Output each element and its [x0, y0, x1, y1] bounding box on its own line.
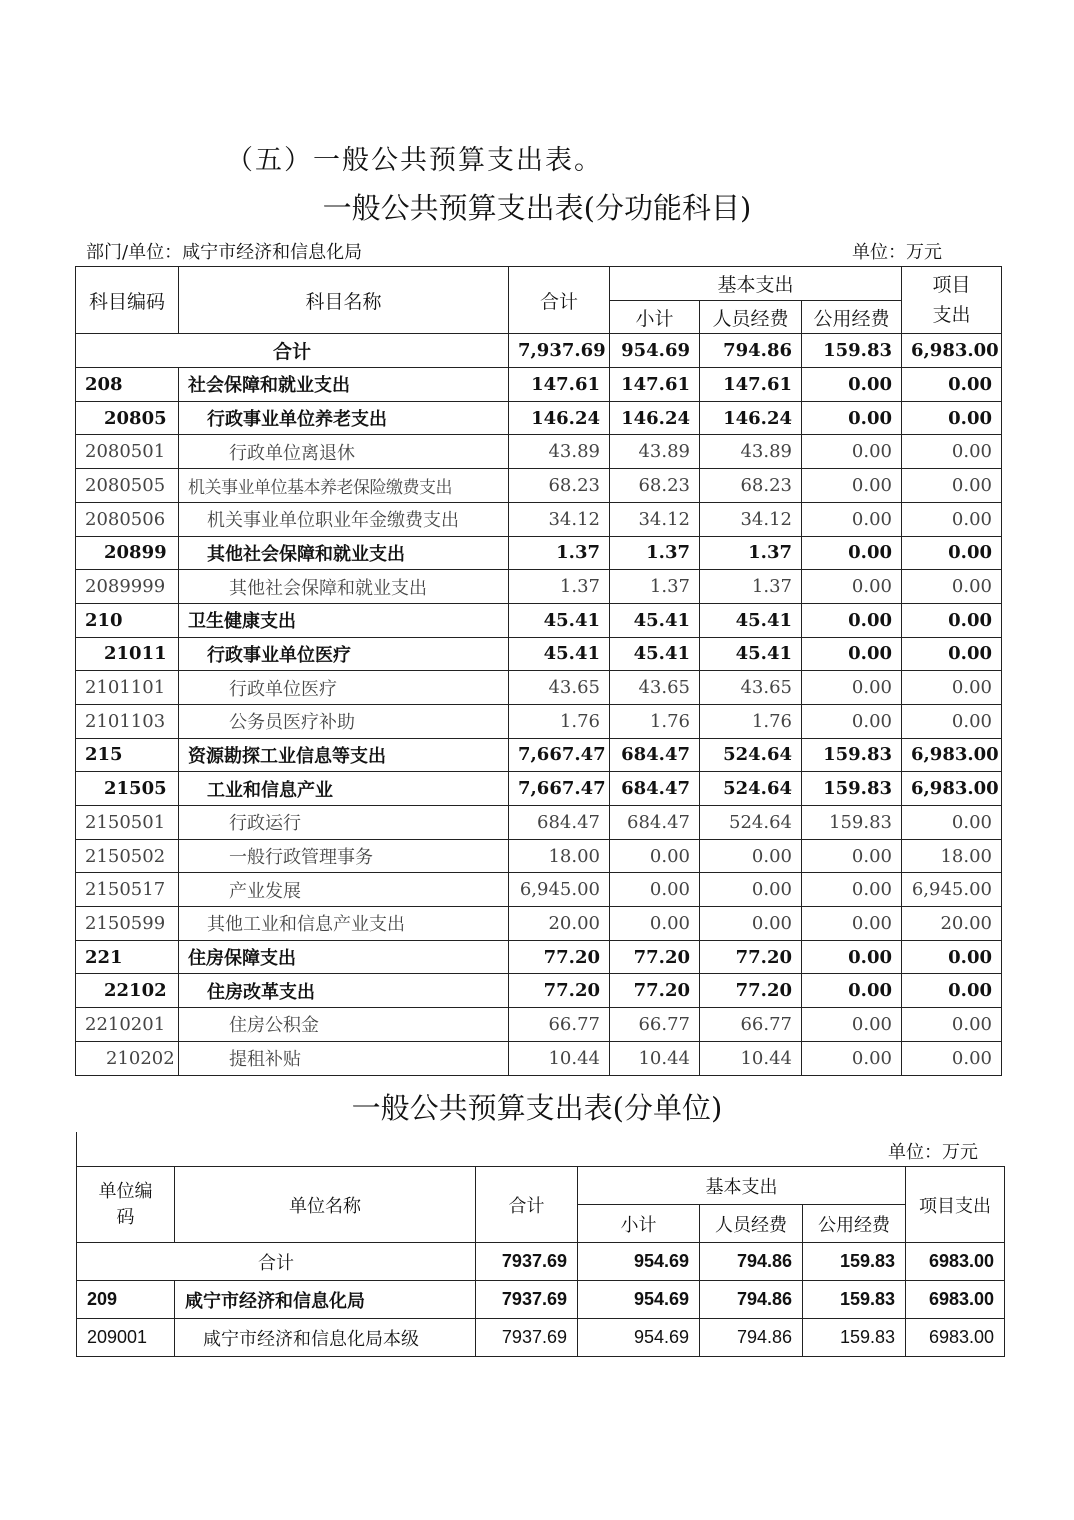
row-name: 住房改革支出	[179, 974, 509, 1008]
row-subtotal: 684.47	[610, 806, 700, 840]
row-personnel: 524.64	[700, 772, 802, 806]
section-heading: （五）一般公共预算支出表。	[226, 145, 603, 176]
row-total: 18.00	[509, 839, 610, 873]
t2-total-project: 6983.00	[906, 1243, 1005, 1281]
unit-name: 咸宁市经济和信息化局本级	[175, 1319, 476, 1357]
table-row	[76, 570, 1002, 604]
row-public: 0.00	[802, 704, 902, 738]
row-code: 208	[76, 368, 179, 402]
unit-label: 单位：万元	[852, 242, 942, 263]
row-public: 0.00	[802, 671, 902, 705]
header-personnel: 人员经费	[700, 300, 802, 334]
unit-project: 6983.00	[906, 1319, 1005, 1357]
row-code: 21011	[76, 637, 179, 671]
header-subtotal: 小计	[610, 300, 700, 334]
row-total: 45.41	[509, 637, 610, 671]
row-public: 0.00	[802, 603, 902, 637]
row-total: 1.37	[509, 570, 610, 604]
row-code: 2210201	[76, 1008, 179, 1042]
row-personnel: 34.12	[700, 502, 802, 536]
row-total: 45.41	[509, 603, 610, 637]
row-name: 住房公积金	[179, 1008, 509, 1042]
row-total: 68.23	[509, 469, 610, 503]
row-personnel: 1.37	[700, 536, 802, 570]
row-personnel: 1.76	[700, 704, 802, 738]
t2-header-code: 单位编 码	[77, 1167, 175, 1243]
row-project: 0.00	[902, 940, 1002, 974]
row-name: 一般行政管理事务	[179, 839, 509, 873]
row-code: 2089999	[76, 570, 179, 604]
table2-unit-label: 单位：万元	[888, 1142, 978, 1163]
t2-header-total: 合计	[476, 1167, 578, 1243]
unit-total: 7937.69	[476, 1281, 578, 1319]
table-row	[76, 907, 1002, 941]
t2-total-subtotal: 954.69	[578, 1243, 700, 1281]
row-name: 行政单位医疗	[179, 671, 509, 705]
table-row	[76, 637, 1002, 671]
table-row	[76, 603, 1002, 637]
t2-header-name: 单位名称	[175, 1167, 476, 1243]
row-name: 机关事业单位基本养老保险缴费支出	[179, 469, 509, 503]
table-row	[76, 469, 1002, 503]
row-total: 146.24	[509, 401, 610, 435]
row-code: 2150517	[76, 873, 179, 907]
row-total: 7,667.47	[509, 738, 610, 772]
t2-header-basic: 基本支出	[578, 1167, 906, 1205]
row-project: 0.00	[902, 570, 1002, 604]
unit-public: 159.83	[803, 1319, 906, 1357]
department-label: 部门/单位：咸宁市经济和信息化局	[86, 242, 363, 263]
header-basic: 基本支出	[610, 267, 902, 301]
row-personnel: 77.20	[700, 940, 802, 974]
row-total: 34.12	[509, 502, 610, 536]
row-subtotal: 77.20	[610, 940, 700, 974]
row-project: 0.00	[902, 806, 1002, 840]
row-total: 43.89	[509, 435, 610, 469]
row-subtotal: 146.24	[610, 401, 700, 435]
table-row	[76, 536, 1002, 570]
t2-total-personnel: 794.86	[700, 1243, 803, 1281]
total-project: 6,983.00	[902, 334, 1002, 368]
unit-expenditure-table	[76, 1166, 1005, 1357]
table-row	[77, 1319, 1005, 1357]
table-row	[76, 974, 1002, 1008]
row-code: 210202	[76, 1041, 179, 1075]
row-public: 159.83	[802, 738, 902, 772]
table-row	[76, 704, 1002, 738]
row-public: 0.00	[802, 435, 902, 469]
row-public: 0.00	[802, 368, 902, 402]
t2-header-project: 项目支出	[906, 1167, 1005, 1243]
table-row	[76, 401, 1002, 435]
unit-subtotal: 954.69	[578, 1281, 700, 1319]
t2-total-total: 7937.69	[476, 1243, 578, 1281]
row-personnel: 0.00	[700, 873, 802, 907]
row-project: 0.00	[902, 469, 1002, 503]
row-public: 159.83	[802, 772, 902, 806]
row-name: 工业和信息产业	[179, 772, 509, 806]
row-code: 20805	[76, 401, 179, 435]
table2-title: 一般公共预算支出表(分单位)	[351, 1091, 723, 1125]
unit-personnel: 794.86	[700, 1281, 803, 1319]
row-subtotal: 684.47	[610, 738, 700, 772]
unit-total: 7937.69	[476, 1319, 578, 1357]
table1-title: 一般公共预算支出表(分功能科目)	[322, 191, 752, 225]
table-row	[76, 873, 1002, 907]
row-code: 20899	[76, 536, 179, 570]
row-code: 221	[76, 940, 179, 974]
unit-public: 159.83	[803, 1281, 906, 1319]
unit-code: 209	[77, 1281, 175, 1319]
table-row	[76, 435, 1002, 469]
table-row	[76, 772, 1002, 806]
row-name: 卫生健康支出	[179, 603, 509, 637]
table2-frame	[76, 1132, 1005, 1166]
row-project: 0.00	[902, 1008, 1002, 1042]
row-name: 其他社会保障和就业支出	[179, 570, 509, 604]
row-personnel: 45.41	[700, 637, 802, 671]
function-expenditure-table	[75, 266, 1002, 1076]
row-personnel: 0.00	[700, 907, 802, 941]
total-personnel: 794.86	[700, 334, 802, 368]
header-public: 公用经费	[802, 300, 902, 334]
row-project: 6,945.00	[902, 873, 1002, 907]
row-subtotal: 1.76	[610, 704, 700, 738]
table-row	[76, 1008, 1002, 1042]
header-total: 合计	[509, 267, 610, 334]
row-personnel: 1.37	[700, 570, 802, 604]
row-project: 0.00	[902, 671, 1002, 705]
row-public: 0.00	[802, 637, 902, 671]
total-row	[76, 334, 1002, 368]
row-public: 0.00	[802, 1008, 902, 1042]
t2-header-public: 公用经费	[803, 1205, 906, 1243]
row-public: 0.00	[802, 469, 902, 503]
row-public: 0.00	[802, 839, 902, 873]
total-total: 7,937.69	[509, 334, 610, 368]
row-subtotal: 0.00	[610, 839, 700, 873]
row-code: 215	[76, 738, 179, 772]
row-project: 0.00	[902, 401, 1002, 435]
t2-total-label: 合计	[77, 1243, 476, 1281]
row-project: 20.00	[902, 907, 1002, 941]
row-name: 其他工业和信息产业支出	[179, 907, 509, 941]
row-code: 2101103	[76, 704, 179, 738]
row-subtotal: 1.37	[610, 536, 700, 570]
header-project: 项目 支出	[902, 267, 1002, 334]
row-name: 公务员医疗补助	[179, 704, 509, 738]
row-total: 6,945.00	[509, 873, 610, 907]
row-total: 20.00	[509, 907, 610, 941]
row-subtotal: 45.41	[610, 637, 700, 671]
row-total: 66.77	[509, 1008, 610, 1042]
row-name: 行政事业单位医疗	[179, 637, 509, 671]
unit-name: 咸宁市经济和信息化局	[175, 1281, 476, 1319]
row-public: 0.00	[802, 536, 902, 570]
row-project: 6,983.00	[902, 738, 1002, 772]
header-code: 科目编码	[76, 267, 179, 334]
table-row	[77, 1281, 1005, 1319]
row-project: 0.00	[902, 603, 1002, 637]
row-subtotal: 66.77	[610, 1008, 700, 1042]
row-code: 2080506	[76, 502, 179, 536]
row-total: 7,667.47	[509, 772, 610, 806]
unit-personnel: 794.86	[700, 1319, 803, 1357]
unit-subtotal: 954.69	[578, 1319, 700, 1357]
row-code: 2150502	[76, 839, 179, 873]
row-public: 0.00	[802, 907, 902, 941]
row-personnel: 524.64	[700, 806, 802, 840]
row-total: 43.65	[509, 671, 610, 705]
row-project: 0.00	[902, 704, 1002, 738]
header-name: 科目名称	[179, 267, 509, 334]
row-project: 18.00	[902, 839, 1002, 873]
table-row	[76, 839, 1002, 873]
row-name: 提租补贴	[179, 1041, 509, 1075]
row-project: 0.00	[902, 974, 1002, 1008]
table-row	[76, 671, 1002, 705]
row-code: 2150501	[76, 806, 179, 840]
row-public: 0.00	[802, 401, 902, 435]
row-subtotal: 1.37	[610, 570, 700, 604]
row-project: 0.00	[902, 536, 1002, 570]
row-total: 147.61	[509, 368, 610, 402]
row-project: 6,983.00	[902, 772, 1002, 806]
row-code: 210	[76, 603, 179, 637]
row-name: 行政运行	[179, 806, 509, 840]
t2-total-public: 159.83	[803, 1243, 906, 1281]
row-code: 2101101	[76, 671, 179, 705]
unit-code: 209001	[77, 1319, 175, 1357]
row-subtotal: 0.00	[610, 873, 700, 907]
row-subtotal: 68.23	[610, 469, 700, 503]
row-subtotal: 43.65	[610, 671, 700, 705]
row-public: 0.00	[802, 502, 902, 536]
row-project: 0.00	[902, 502, 1002, 536]
table-row	[76, 502, 1002, 536]
row-subtotal: 34.12	[610, 502, 700, 536]
unit-project: 6983.00	[906, 1281, 1005, 1319]
row-public: 0.00	[802, 974, 902, 1008]
t2-header-personnel: 人员经费	[700, 1205, 803, 1243]
row-project: 0.00	[902, 1041, 1002, 1075]
table-row	[76, 806, 1002, 840]
row-subtotal: 684.47	[610, 772, 700, 806]
row-total: 77.20	[509, 940, 610, 974]
total-subtotal: 954.69	[610, 334, 700, 368]
table2-body	[77, 1243, 1005, 1357]
row-project: 0.00	[902, 368, 1002, 402]
row-subtotal: 77.20	[610, 974, 700, 1008]
row-code: 2080505	[76, 469, 179, 503]
row-personnel: 524.64	[700, 738, 802, 772]
table-row	[76, 738, 1002, 772]
row-subtotal: 43.89	[610, 435, 700, 469]
row-public: 0.00	[802, 940, 902, 974]
row-personnel: 0.00	[700, 839, 802, 873]
row-code: 21505	[76, 772, 179, 806]
row-name: 其他社会保障和就业支出	[179, 536, 509, 570]
row-personnel: 68.23	[700, 469, 802, 503]
table-row	[76, 940, 1002, 974]
row-personnel: 45.41	[700, 603, 802, 637]
row-personnel: 77.20	[700, 974, 802, 1008]
t2-header-subtotal: 小计	[578, 1205, 700, 1243]
row-personnel: 147.61	[700, 368, 802, 402]
row-public: 0.00	[802, 1041, 902, 1075]
row-public: 0.00	[802, 873, 902, 907]
row-code: 2150599	[76, 907, 179, 941]
table-row	[76, 368, 1002, 402]
row-name: 产业发展	[179, 873, 509, 907]
row-total: 77.20	[509, 974, 610, 1008]
total-public: 159.83	[802, 334, 902, 368]
row-project: 0.00	[902, 435, 1002, 469]
row-name: 行政事业单位养老支出	[179, 401, 509, 435]
row-subtotal: 10.44	[610, 1041, 700, 1075]
row-public: 0.00	[802, 570, 902, 604]
row-total: 10.44	[509, 1041, 610, 1075]
row-code: 22102	[76, 974, 179, 1008]
row-name: 机关事业单位职业年金缴费支出	[179, 502, 509, 536]
row-total: 684.47	[509, 806, 610, 840]
row-personnel: 43.89	[700, 435, 802, 469]
row-subtotal: 0.00	[610, 907, 700, 941]
row-personnel: 146.24	[700, 401, 802, 435]
row-subtotal: 147.61	[610, 368, 700, 402]
table-row	[76, 1041, 1002, 1075]
row-personnel: 66.77	[700, 1008, 802, 1042]
row-total: 1.76	[509, 704, 610, 738]
total-label: 合计	[76, 334, 509, 368]
row-total: 1.37	[509, 536, 610, 570]
t2-total-row	[77, 1243, 1005, 1281]
row-personnel: 10.44	[700, 1041, 802, 1075]
row-code: 2080501	[76, 435, 179, 469]
row-name: 资源勘探工业信息等支出	[179, 738, 509, 772]
row-personnel: 43.65	[700, 671, 802, 705]
row-project: 0.00	[902, 637, 1002, 671]
row-name: 社会保障和就业支出	[179, 368, 509, 402]
table1-body	[76, 334, 1002, 1075]
row-public: 159.83	[802, 806, 902, 840]
row-name: 住房保障支出	[179, 940, 509, 974]
row-subtotal: 45.41	[610, 603, 700, 637]
row-name: 行政单位离退休	[179, 435, 509, 469]
